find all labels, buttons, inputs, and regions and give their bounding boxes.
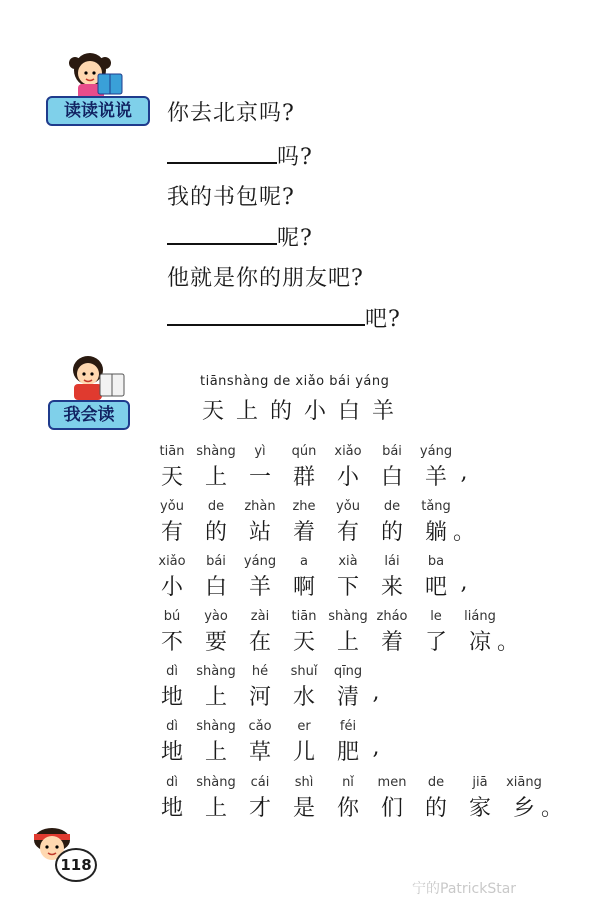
poem-character: 才 bbox=[248, 796, 271, 821]
poem-character: 。 bbox=[540, 796, 563, 821]
poem-character: 乡 bbox=[512, 796, 535, 821]
poem-character: 的 bbox=[380, 520, 403, 545]
pinyin-syllable: er bbox=[297, 719, 311, 734]
poem-character: 上 bbox=[204, 740, 227, 765]
pinyin-syllable: yì bbox=[254, 444, 266, 459]
poem-character: 在 bbox=[248, 630, 271, 655]
pinyin-syllable: le bbox=[430, 609, 442, 624]
section-badge-read-say: 读读说说 bbox=[46, 96, 150, 126]
poem-character: 地 bbox=[160, 796, 183, 821]
practice-line-3 bbox=[167, 180, 295, 211]
pinyin-syllable: lái bbox=[384, 554, 400, 569]
pinyin-syllable: zháo bbox=[376, 609, 408, 624]
poem-line bbox=[150, 680, 590, 710]
poem-character: 草 bbox=[248, 740, 271, 765]
poem-character: 羊 bbox=[248, 575, 271, 600]
practice-text: 我的书包呢? bbox=[167, 185, 295, 210]
poem-character: 小 bbox=[336, 465, 359, 490]
poem-character: 了 bbox=[424, 630, 447, 655]
pinyin-syllable: shàng bbox=[196, 775, 236, 790]
poem-character: 小 bbox=[160, 575, 183, 600]
pinyin-syllable: dì bbox=[166, 719, 178, 734]
pinyin-syllable: shuǐ bbox=[290, 664, 318, 679]
page-number: 118 bbox=[55, 848, 97, 882]
pinyin-syllable: xià bbox=[338, 554, 358, 569]
pinyin-syllable: de bbox=[383, 499, 401, 514]
poem-line bbox=[150, 460, 590, 490]
poem-character: 羊 bbox=[424, 465, 447, 490]
pinyin-syllable: hé bbox=[251, 664, 269, 679]
pinyin-syllable: a bbox=[300, 554, 308, 569]
practice-line-6 bbox=[167, 302, 401, 333]
practice-line-4 bbox=[167, 221, 313, 252]
pinyin-syllable: liáng bbox=[464, 609, 496, 624]
poem-character: 白 bbox=[204, 575, 227, 600]
poem-character: 躺 bbox=[424, 520, 447, 545]
poem-character: 上 bbox=[336, 630, 359, 655]
poem-character: 水 bbox=[292, 685, 315, 710]
practice-text: 他就是你的朋友吧? bbox=[167, 266, 364, 291]
poem-line bbox=[150, 515, 590, 545]
practice-text: 你去北京吗? bbox=[167, 101, 295, 126]
pinyin-syllable: de bbox=[427, 775, 445, 790]
poem-character: 一 bbox=[248, 465, 271, 490]
poem-line bbox=[150, 570, 590, 600]
poem-character: 。 bbox=[452, 520, 475, 545]
poem-character: 肥 bbox=[336, 740, 359, 765]
poem-character: 凉 bbox=[468, 630, 491, 655]
poem-character: 不 bbox=[160, 630, 183, 655]
poem-character: 上 bbox=[204, 465, 227, 490]
poem-character: 河 bbox=[248, 685, 271, 710]
pinyin-syllable: shàng bbox=[196, 664, 236, 679]
poem-character: , bbox=[372, 680, 380, 705]
poem-character: 吧 bbox=[424, 575, 447, 600]
pinyin-syllable: de bbox=[207, 499, 225, 514]
pinyin-syllable: qún bbox=[291, 444, 317, 459]
poem-character: 地 bbox=[160, 685, 183, 710]
poem-character: 啊 bbox=[292, 575, 315, 600]
practice-text: 吧? bbox=[365, 307, 401, 332]
pinyin-syllable: nǐ bbox=[342, 775, 354, 790]
fill-blank[interactable] bbox=[167, 302, 365, 326]
poem-character: 着 bbox=[380, 630, 403, 655]
pinyin-syllable: tǎng bbox=[421, 499, 451, 514]
poem-character: 有 bbox=[160, 520, 183, 545]
practice-line-5 bbox=[167, 261, 364, 292]
poem-character: 天 bbox=[160, 465, 183, 490]
poem-character: 的 bbox=[204, 520, 227, 545]
pinyin-syllable: féi bbox=[339, 719, 357, 734]
pinyin-syllable: shàng bbox=[196, 444, 236, 459]
poem-character: , bbox=[460, 570, 468, 595]
poem-character: 家 bbox=[468, 796, 491, 821]
poem-character: 上 bbox=[204, 685, 227, 710]
poem-character: 站 bbox=[248, 520, 271, 545]
section-badge-i-can-read: 我会读 bbox=[48, 400, 130, 430]
pinyin-syllable: yǒu bbox=[336, 499, 360, 514]
practice-text: 吗? bbox=[277, 145, 313, 170]
pinyin-syllable: tiān bbox=[291, 609, 317, 624]
reading-boy-icon bbox=[60, 352, 132, 402]
pinyin-syllable: yáng bbox=[243, 554, 277, 569]
practice-line-1 bbox=[167, 96, 295, 127]
pinyin-syllable: bái bbox=[382, 444, 402, 459]
pinyin-syllable: tiān bbox=[159, 444, 185, 459]
poem-line bbox=[150, 791, 590, 821]
pinyin-syllable: xiǎo bbox=[334, 444, 362, 459]
pinyin-syllable: yáng bbox=[419, 444, 453, 459]
poem-title-pinyin: tiānshàng de xiǎo bái yáng bbox=[200, 374, 390, 389]
poem-character: 是 bbox=[292, 796, 315, 821]
practice-text: 呢? bbox=[277, 226, 313, 251]
pinyin-syllable: shì bbox=[294, 775, 314, 790]
pinyin-syllable: bái bbox=[206, 554, 226, 569]
poem-character: 的 bbox=[424, 796, 447, 821]
pinyin-syllable: men bbox=[377, 775, 407, 790]
pinyin-syllable: dì bbox=[166, 775, 178, 790]
poem-character: 上 bbox=[204, 796, 227, 821]
poem-character: 地 bbox=[160, 740, 183, 765]
pinyin-syllable: jiā bbox=[472, 775, 488, 790]
pinyin-syllable: dì bbox=[166, 664, 178, 679]
poem-character: 。 bbox=[496, 630, 519, 655]
poem-title: 天上的小白羊 bbox=[202, 399, 407, 424]
poem-line bbox=[150, 625, 590, 655]
poem-character: 们 bbox=[380, 796, 403, 821]
pinyin-syllable: zài bbox=[250, 609, 270, 624]
pinyin-syllable: xiāng bbox=[506, 775, 542, 790]
poem-character: 天 bbox=[292, 630, 315, 655]
pinyin-syllable: yào bbox=[204, 609, 228, 624]
poem-character: 白 bbox=[380, 465, 403, 490]
pinyin-syllable: yǒu bbox=[160, 499, 184, 514]
poem-character: 要 bbox=[204, 630, 227, 655]
pinyin-syllable: cái bbox=[250, 775, 270, 790]
poem-character: , bbox=[372, 735, 380, 760]
poem-character: 有 bbox=[336, 520, 359, 545]
fill-blank[interactable] bbox=[167, 221, 277, 245]
poem-character: , bbox=[460, 460, 468, 485]
poem-character: 着 bbox=[292, 520, 315, 545]
pinyin-syllable: shàng bbox=[328, 609, 368, 624]
watermark: 宁的PatrickStar bbox=[412, 881, 517, 897]
poem-character: 群 bbox=[292, 465, 315, 490]
poem-line bbox=[150, 735, 590, 765]
poem-character: 下 bbox=[336, 575, 359, 600]
fill-blank[interactable] bbox=[167, 140, 277, 164]
pinyin-syllable: cǎo bbox=[248, 719, 272, 734]
poem-character: 来 bbox=[380, 575, 403, 600]
poem-character: 你 bbox=[336, 796, 359, 821]
pinyin-syllable: ba bbox=[427, 554, 445, 569]
pinyin-syllable: xiǎo bbox=[158, 554, 186, 569]
pinyin-syllable: qīng bbox=[333, 664, 363, 679]
pinyin-syllable: zhe bbox=[292, 499, 316, 514]
poem-character: 儿 bbox=[292, 740, 315, 765]
poem-character: 清 bbox=[336, 685, 359, 710]
practice-line-2 bbox=[167, 140, 313, 171]
pinyin-syllable: bú bbox=[163, 609, 181, 624]
pinyin-syllable: zhàn bbox=[244, 499, 276, 514]
pinyin-syllable: shàng bbox=[196, 719, 236, 734]
